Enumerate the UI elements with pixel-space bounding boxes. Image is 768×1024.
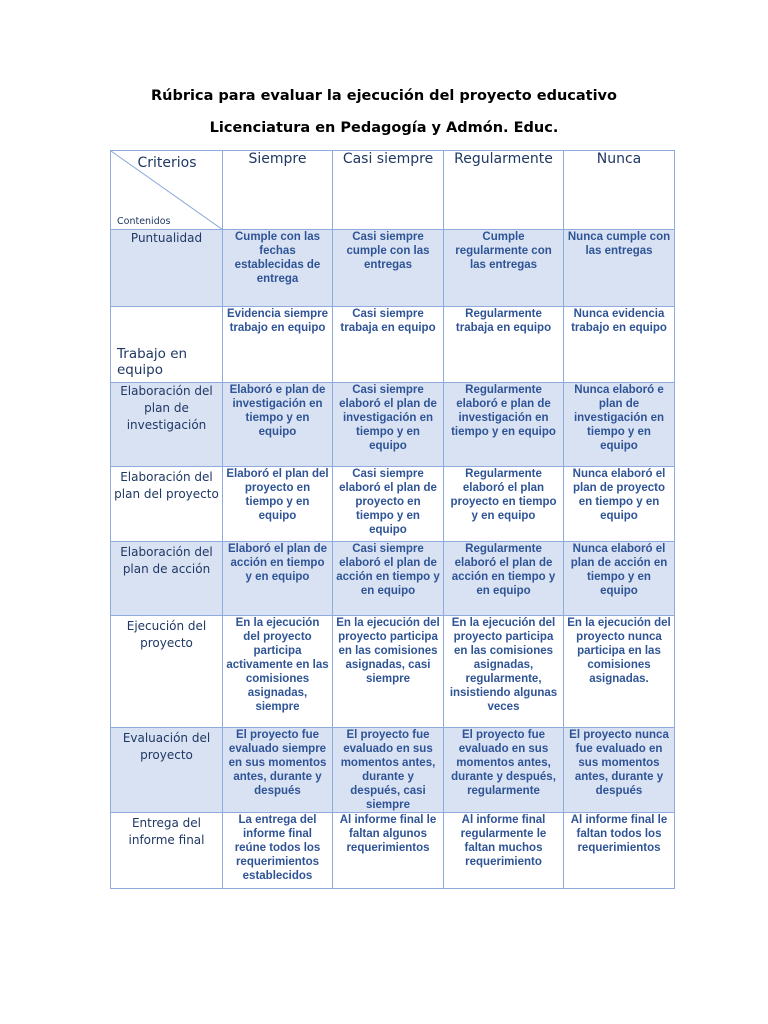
criterion-plan-proyecto: Elaboración del plan del proyecto (111, 467, 223, 542)
rubric-cell: En la ejecución del proyecto nunca participa en las comisiones asignadas. (564, 616, 675, 728)
table-row (111, 383, 675, 467)
rubric-cell: Regularmente elaboró e plan de investigación en tiempo y en equipo (444, 383, 564, 467)
table-row (111, 813, 675, 889)
table-row (111, 230, 675, 307)
rubric-cell: Casi siempre trabaja en equipo (333, 307, 444, 383)
rubric-cell: Evidencia siempre trabajo en equipo (223, 307, 333, 383)
rubric-cell: Regularmente elaboró el plan de acción en tiempo y en equipo (444, 542, 564, 616)
criterion-entrega-informe: Entrega del informe final (111, 813, 223, 889)
rubric-cell: Elaboró el plan de acción en tiempo y en equipo (223, 542, 333, 616)
header-corner-cell (111, 151, 223, 230)
table-row (111, 307, 675, 383)
rubric-cell: Cumple con las fechas establecidas de entrega (223, 230, 333, 307)
rubric-table (110, 150, 675, 889)
rubric-cell: Nunca elaboró e plan de investigación en tiempo y en equipo (564, 383, 675, 467)
table-row (111, 728, 675, 813)
criterion-puntualidad: Puntualidad (111, 230, 223, 307)
rubric-cell: En la ejecución del proyecto participa activamente en las comisiones asignadas, siempre (223, 616, 333, 728)
table-row (111, 616, 675, 728)
rubric-cell: Al informe final le faltan todos los requerimientos (564, 813, 675, 889)
rubric-cell: El proyecto fue evaluado en sus momentos antes, durante y después, regularmente (444, 728, 564, 813)
rubric-cell: Regularmente elaboró el plan proyecto en tiempo y en equipo (444, 467, 564, 542)
criterion-plan-accion: Elaboración del plan de acción (111, 542, 223, 616)
rubric-cell: Elaboró e plan de investigación en tiempo y en equipo (223, 383, 333, 467)
table-row (111, 542, 675, 616)
rubric-cell: Regularmente trabaja en equipo (444, 307, 564, 383)
rubric-cell: Casi siempre cumple con las entregas (333, 230, 444, 307)
rubric-cell: Nunca evidencia trabajo en equipo (564, 307, 675, 383)
document-title: Rúbrica para evaluar la ejecución del proyecto educativo (151, 88, 617, 104)
rubric-cell: Elaboró el plan del proyecto en tiempo y en equipo (223, 467, 333, 542)
rubric-cell: El proyecto fue evaluado en sus momentos antes, durante y después, casi siempre (333, 728, 444, 813)
criterion-ejecucion: Ejecución del proyecto (111, 616, 223, 728)
rubric-cell: El proyecto fue evaluado siempre en sus momentos antes, durante y después (223, 728, 333, 813)
criterion-trabajo-en-equipo: Trabajo en equipo (111, 307, 223, 383)
table-row (111, 467, 675, 542)
rubric-cell: Cumple regularmente con las entregas (444, 230, 564, 307)
contenidos-label: Contenidos (117, 216, 171, 227)
rubric-cell: Casi siempre elaboró el plan de investigación en tiempo y en equipo (333, 383, 444, 467)
column-header-nunca: Nunca (564, 151, 675, 230)
rubric-cell: Casi siempre elaboró el plan de proyecto en tiempo y en equipo (333, 467, 444, 542)
column-header-siempre: Siempre (223, 151, 333, 230)
column-header-casi-siempre: Casi siempre (333, 151, 444, 230)
rubric-cell: En la ejecución del proyecto participa en las comisiones asignadas, regularmente, insistiendo algunas veces (444, 616, 564, 728)
document-subtitle: Licenciatura en Pedagogía y Admón. Educ. (209, 120, 559, 136)
rubric-cell: Nunca elaboró el plan de acción en tiempo y en equipo (564, 542, 675, 616)
criterion-plan-investigacion: Elaboración del plan de investigación (111, 383, 223, 467)
rubric-cell: El proyecto nunca fue evaluado en sus momentos antes, durante y después (564, 728, 675, 813)
rubric-cell: En la ejecución del proyecto participa en las comisiones asignadas, casi siempre (333, 616, 444, 728)
rubric-cell: Nunca elaboró el plan de proyecto en tiempo y en equipo (564, 467, 675, 542)
rubric-cell: Al informe final regularmente le faltan muchos requerimiento (444, 813, 564, 889)
header-row (111, 151, 675, 230)
rubric-cell: Al informe final le faltan algunos requerimientos (333, 813, 444, 889)
criterios-label: Criterios (137, 155, 197, 171)
rubric-cell: Nunca cumple con las entregas (564, 230, 675, 307)
column-header-regularmente: Regularmente (444, 151, 564, 230)
rubric-cell: La entrega del informe final reúne todos los requerimientos establecidos (223, 813, 333, 889)
rubric-cell: Casi siempre elaboró el plan de acción en tiempo y en equipo (333, 542, 444, 616)
criterion-evaluacion: Evaluación del proyecto (111, 728, 223, 813)
